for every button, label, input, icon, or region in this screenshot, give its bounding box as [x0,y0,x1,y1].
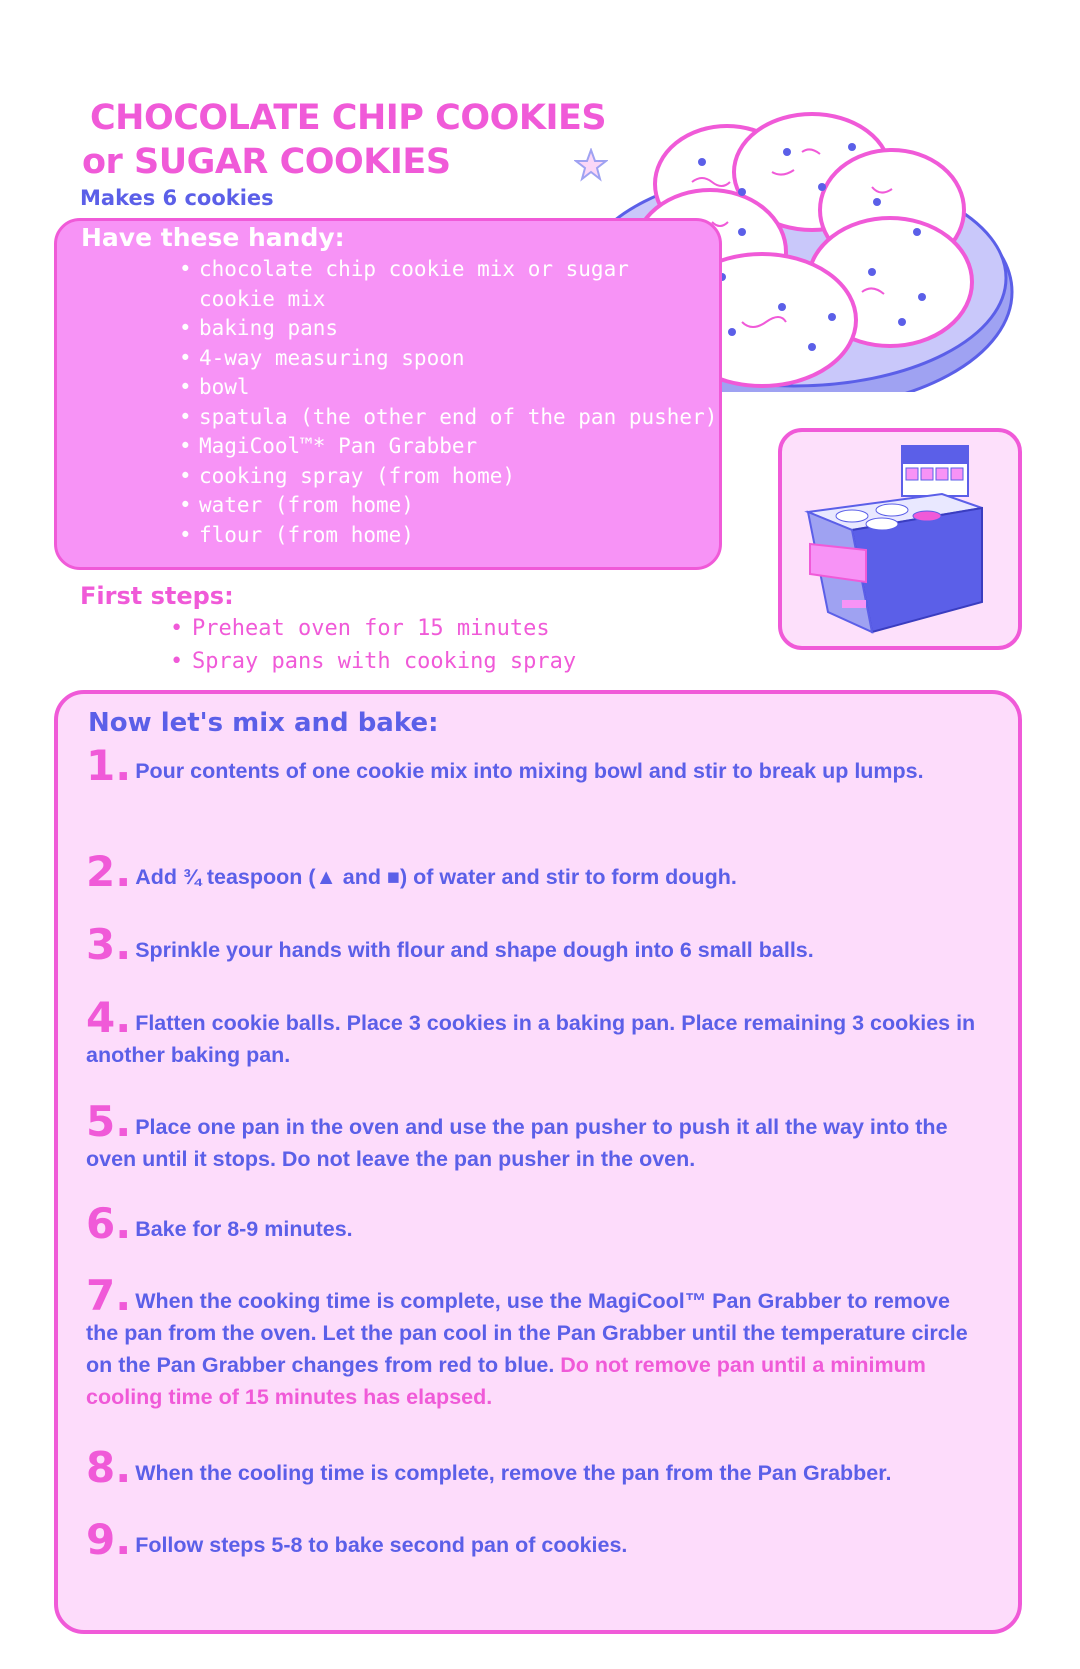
step-6 [86,1199,986,1248]
supplies-heading: Have these handy: [81,223,345,252]
step-number: 4. [86,993,132,1042]
instructions-panel [54,690,1022,1634]
step-text: Sprinkle your hands with flour and shape dough into 6 small balls. [135,938,814,962]
supplies-panel [54,218,722,570]
step-text: Place one pan in the oven and use the pan pusher to push it all the way into the oven until it stops. Do not leave the pan pusher in the oven. [86,1115,948,1171]
step-number: 8. [86,1443,132,1492]
step-number: 5. [86,1097,132,1146]
list-item: • baking pans [179,316,339,340]
instructions-heading: Now let's mix and bake: [88,708,439,738]
list-item: • Preheat oven for 15 minutes [170,616,550,641]
list-item: • MagiCool™* Pan Grabber [179,434,478,458]
list-item: • chocolate chip cookie mix or sugar cookie mix [179,257,629,311]
step-number: 9. [86,1515,132,1564]
list-item: • water (from home) [179,493,414,517]
list-item: • flour (from home) [179,522,414,547]
step-5 [86,1097,986,1175]
step-number: 6. [86,1199,132,1248]
step-number: 1. [86,741,132,790]
oven-illustration [778,428,1022,650]
step-text: Follow steps 5-8 to bake second pan of cookies. [135,1533,628,1557]
step-warning: Do not remove pan until a minimum cooling time of 15 minutes has elapsed. [86,1353,926,1409]
step-text: Pour contents of one cookie mix into mixing bowl and stir to break up lumps. [135,759,924,783]
step-number: 2. [86,847,132,896]
step-8 [86,1443,986,1492]
supplies-list [179,255,717,550]
first-steps-list [170,612,576,678]
step-9 [86,1515,986,1564]
title-line-2: or SUGAR COOKIES [82,142,451,182]
step-text: Flatten cookie balls. Place 3 cookies in a baking pan. Place remaining 3 cookies in another baking pan. [86,1011,976,1067]
step-text: When the cooking time is complete, use the MagiCool™ Pan Grabber to remove the pan from the oven. Let the pan cool in the Pan Grabber until the temperature circle on the Pan Grabber changes from red to blue. [86,1289,968,1377]
step-7 [86,1271,986,1413]
list-item: • Spray pans with cooking spray [170,649,577,674]
list-item: • 4-way measuring spoon [179,345,465,370]
step-2 [86,847,986,896]
recipe-title [82,96,606,184]
step-text: Add ¾ teaspoon (▲ and ■) of water and stir to form dough. [135,865,737,889]
step-4 [86,993,986,1071]
step-1 [86,741,986,790]
step-number: 3. [86,920,132,969]
list-item: • cooking spray (from home) [179,463,516,488]
first-steps-heading: First steps: [80,582,234,610]
yield-text: Makes 6 cookies [80,186,274,210]
title-line-1: CHOCOLATE CHIP COOKIES [90,98,607,138]
step-number: 7. [86,1271,132,1320]
step-text: Bake for 8-9 minutes. [135,1217,353,1241]
step-3 [86,920,986,969]
list-item: • bowl [179,375,250,399]
list-item: • spatula (the other end of the pan pusher) [179,404,718,429]
step-text: When the cooling time is complete, remove the pan from the Pan Grabber. [135,1461,892,1485]
